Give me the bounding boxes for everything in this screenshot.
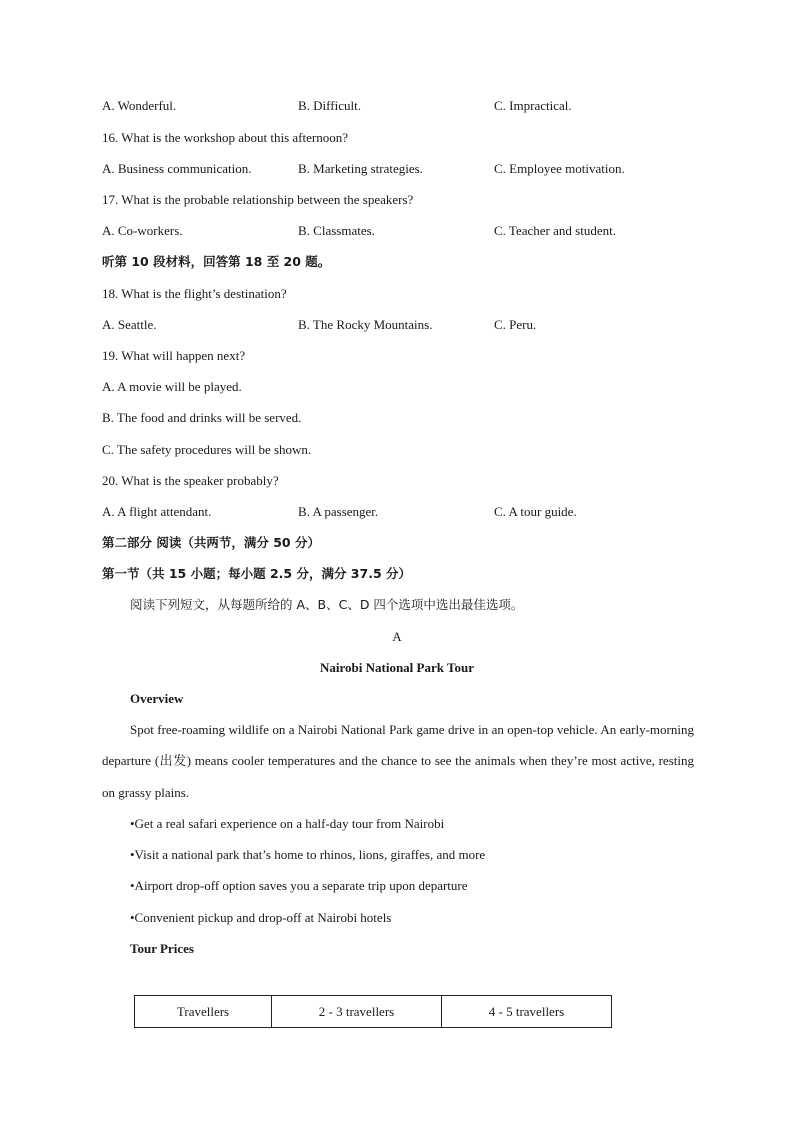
q19-option-c: C. The safety procedures will be shown.: [102, 442, 312, 457]
q17-option-c: C. Teacher and student.: [494, 223, 616, 238]
part-2-title: 第二部分 阅读（共两节，满分 50 分）: [102, 535, 320, 550]
table-header-cell: Travellers: [135, 996, 272, 1028]
q16-option-a: A. Business communication.: [102, 161, 252, 176]
passage-letter: A: [392, 629, 402, 644]
q18-option-c: C. Peru.: [494, 317, 537, 332]
table-header-cell: 2 - 3 travellers: [272, 996, 442, 1028]
q20-option-b: B. A passenger.: [298, 504, 379, 519]
bullet-item: •Convenient pickup and drop-off at Nairobi hotels: [130, 910, 392, 925]
q17-question: 17. What is the probable relationship between the speakers?: [102, 192, 414, 207]
bullet-item: •Airport drop-off option saves you a separate trip upon departure: [130, 878, 468, 893]
reading-instruction: 阅读下列短文，从每题所给的 A、B、C、D 四个选项中选出最佳选项。: [130, 597, 524, 612]
table-header-row: [135, 996, 612, 1028]
table-header-cell: 4 - 5 travellers: [442, 996, 612, 1028]
q16-question: 16. What is the workshop about this afternoon?: [102, 130, 348, 145]
section-1-title: 第一节（共 15 小题；每小题 2.5 分，满分 37.5 分）: [102, 566, 411, 581]
q19-option-b: B. The food and drinks will be served.: [102, 410, 302, 425]
tour-price-table: [134, 995, 612, 1028]
bullet-item: •Get a real safari experience on a half-day tour from Nairobi: [130, 816, 445, 831]
passage-title: Nairobi National Park Tour: [320, 660, 474, 675]
q18-option-a: A. Seattle.: [102, 317, 157, 332]
q18-question: 18. What is the flight’s destination?: [102, 286, 287, 301]
overview-text: Spot free-roaming wildlife on a Nairobi National Park game drive in an open-top vehicle. An early-morning departure (出发) means cooler temperatures and the chance to see the animals when they’re most active, resting on grassy plains.: [102, 722, 694, 800]
q17-option-a: A. Co-workers.: [102, 223, 183, 238]
q15-option-b: B. Difficult.: [298, 98, 361, 113]
q16-option-c: C. Employee motivation.: [494, 161, 625, 176]
q20-option-c: C. A tour guide.: [494, 504, 577, 519]
q19-question: 19. What will happen next?: [102, 348, 246, 363]
q20-question: 20. What is the speaker probably?: [102, 473, 279, 488]
q20-option-a: A. A flight attendant.: [102, 504, 212, 519]
q18-option-b: B. The Rocky Mountains.: [298, 317, 433, 332]
q19-option-a: A. A movie will be played.: [102, 379, 242, 394]
bullet-item: •Visit a national park that’s home to rhinos, lions, giraffes, and more: [130, 847, 486, 862]
overview-heading: Overview: [130, 691, 184, 706]
q16-option-b: B. Marketing strategies.: [298, 161, 423, 176]
tour-prices-heading: Tour Prices: [130, 941, 194, 956]
q15-option-c: C. Impractical.: [494, 98, 572, 113]
section-10-heading: 听第 10 段材料，回答第 18 至 20 题。: [102, 254, 331, 269]
q15-option-a: A. Wonderful.: [102, 98, 177, 113]
q17-option-b: B. Classmates.: [298, 223, 375, 238]
overview-paragraph: [102, 714, 694, 808]
